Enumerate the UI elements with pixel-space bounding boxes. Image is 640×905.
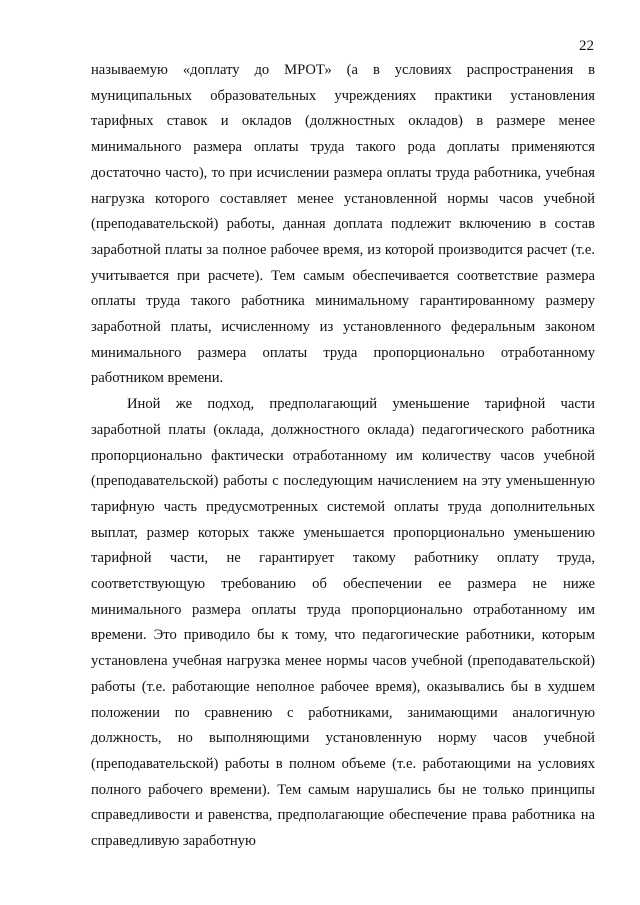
paragraph-continued: называемую «доплату до МРОТ» (а в условиях распространения в муниципальных образовательных учреждениях практики установления тарифных ставок и окладов (должностных окладов) в размере менее минимального размера оплаты труда такого рода доплаты применяются достаточно часто), то при исчислении размера оплаты труда работника, учебная нагрузка которого составляет менее установленной нормы часов учебной (преподавательской) работы, данная доплата подлежит включению в состав заработной платы за полное рабочее время, из которой производится расчет (т.е. учитывается при расчете). Тем самым обеспечивается соответствие размера оплаты труда такого работника минимальному гарантированному размеру заработной платы, исчисленному из установленного федеральным законом минимального размера оплаты труда пропорционально отработанному работником времени. (91, 62, 595, 387)
document-body (91, 58, 595, 855)
paragraph: Иной же подход, предполагающий уменьшение тарифной части заработной платы (оклада, должностного оклада) педагогического работника пропорционально фактически отработанному им количеству часов учебной (преподавательской) работы с последующим начислением на эту уменьшенную тарифную часть предусмотренных системой оплаты труда дополнительных выплат, размер которых также уменьшается пропорционально уменьшению тарифной части, не гарантирует такому работнику оплату труда, соответствующую требованию об обеспечении ее размера не ниже минимального размера оплаты труда пропорционально отработанному им времени. Это приводило бы к тому, что педагогические работники, которым установлена учебная нагрузка менее нормы часов учебной (преподавательской) работы (т.е. работающие неполное рабочее время), оказывались бы в худшем положении по сравнению с работниками, занимающими аналогичную должность, но выполняющими установленную норму часов учебной (преподавательской) работы в полном объеме (т.е. работающими на условиях полного рабочего времени). Тем самым нарушались бы не только принципы справедливости и равенства, предполагающие обеспечение права работника на справедливую заработную (91, 396, 595, 850)
page-number: 22 (579, 38, 594, 54)
